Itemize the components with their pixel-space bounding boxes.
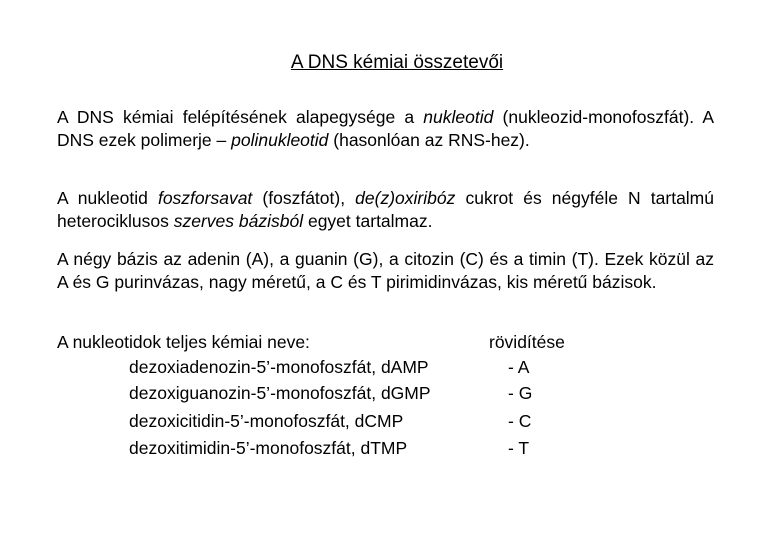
emphasis-nukleotid: nukleotid [423, 107, 494, 127]
list-item [0, 356, 780, 379]
nucleotide-name: dezoxitimidin-5’-monofoszfát, dTMP [129, 438, 408, 458]
nucleotide-abbr: - C [508, 411, 532, 431]
nucleotide-abbr: - G [508, 383, 533, 403]
nucleotide-abbr: - T [508, 438, 530, 458]
nucleotide-name: dezoxicitidin-5’-monofoszfát, dCMP [129, 411, 404, 431]
nucleotide-abbr: - A [508, 357, 530, 377]
text-span: egyet tartalmaz. [303, 211, 433, 231]
emphasis-dezoxiriboz: de(z)oxiribóz [355, 188, 456, 208]
text-span: (foszfátot), [252, 188, 356, 208]
nucleotide-name: dezoxiadenozin-5’-monofoszfát, dAMP [129, 357, 429, 377]
nucleotide-name: dezoxiguanozin-5’-monofoszfát, dGMP [129, 383, 431, 403]
abbreviation-header: rövidítése [489, 332, 565, 352]
text-span: (hasonlóan az RNS-hez). [328, 130, 530, 150]
emphasis-polinukleotid: polinukleotid [231, 130, 329, 150]
full-name-header: A nukleotidok teljes kémiai neve: [57, 332, 310, 352]
list-item [0, 382, 780, 405]
emphasis-szerves-bazis: szerves bázisból [173, 211, 304, 231]
text-span: A nukleotid [57, 188, 158, 208]
page-title: A DNS kémiai összetevői [290, 52, 504, 73]
text-span: cukrot és négyféle N tartalmú heterociklusos [57, 188, 714, 231]
text-span: (nukleozid-monofoszfát). A DNS ezek polimerje – [57, 107, 715, 150]
paragraph-nucleotide-components [57, 187, 714, 233]
list-item [0, 410, 780, 433]
nucleotide-list-header [0, 331, 780, 354]
list-item [0, 437, 780, 460]
paragraph-nucleotide-definition [57, 106, 714, 152]
text-span: A DNS kémiai felépítésének alapegysége a [57, 107, 424, 127]
paragraph-bases: A négy bázis az adenin (A), a guanin (G), a citozin (C) és a timin (T). Ezek közül az A és G purinvázas, nagy méretű, a C és T pirimidinvázas, kis méretű bázisok. [57, 249, 714, 292]
emphasis-foszforsav: foszforsavat [157, 188, 253, 208]
